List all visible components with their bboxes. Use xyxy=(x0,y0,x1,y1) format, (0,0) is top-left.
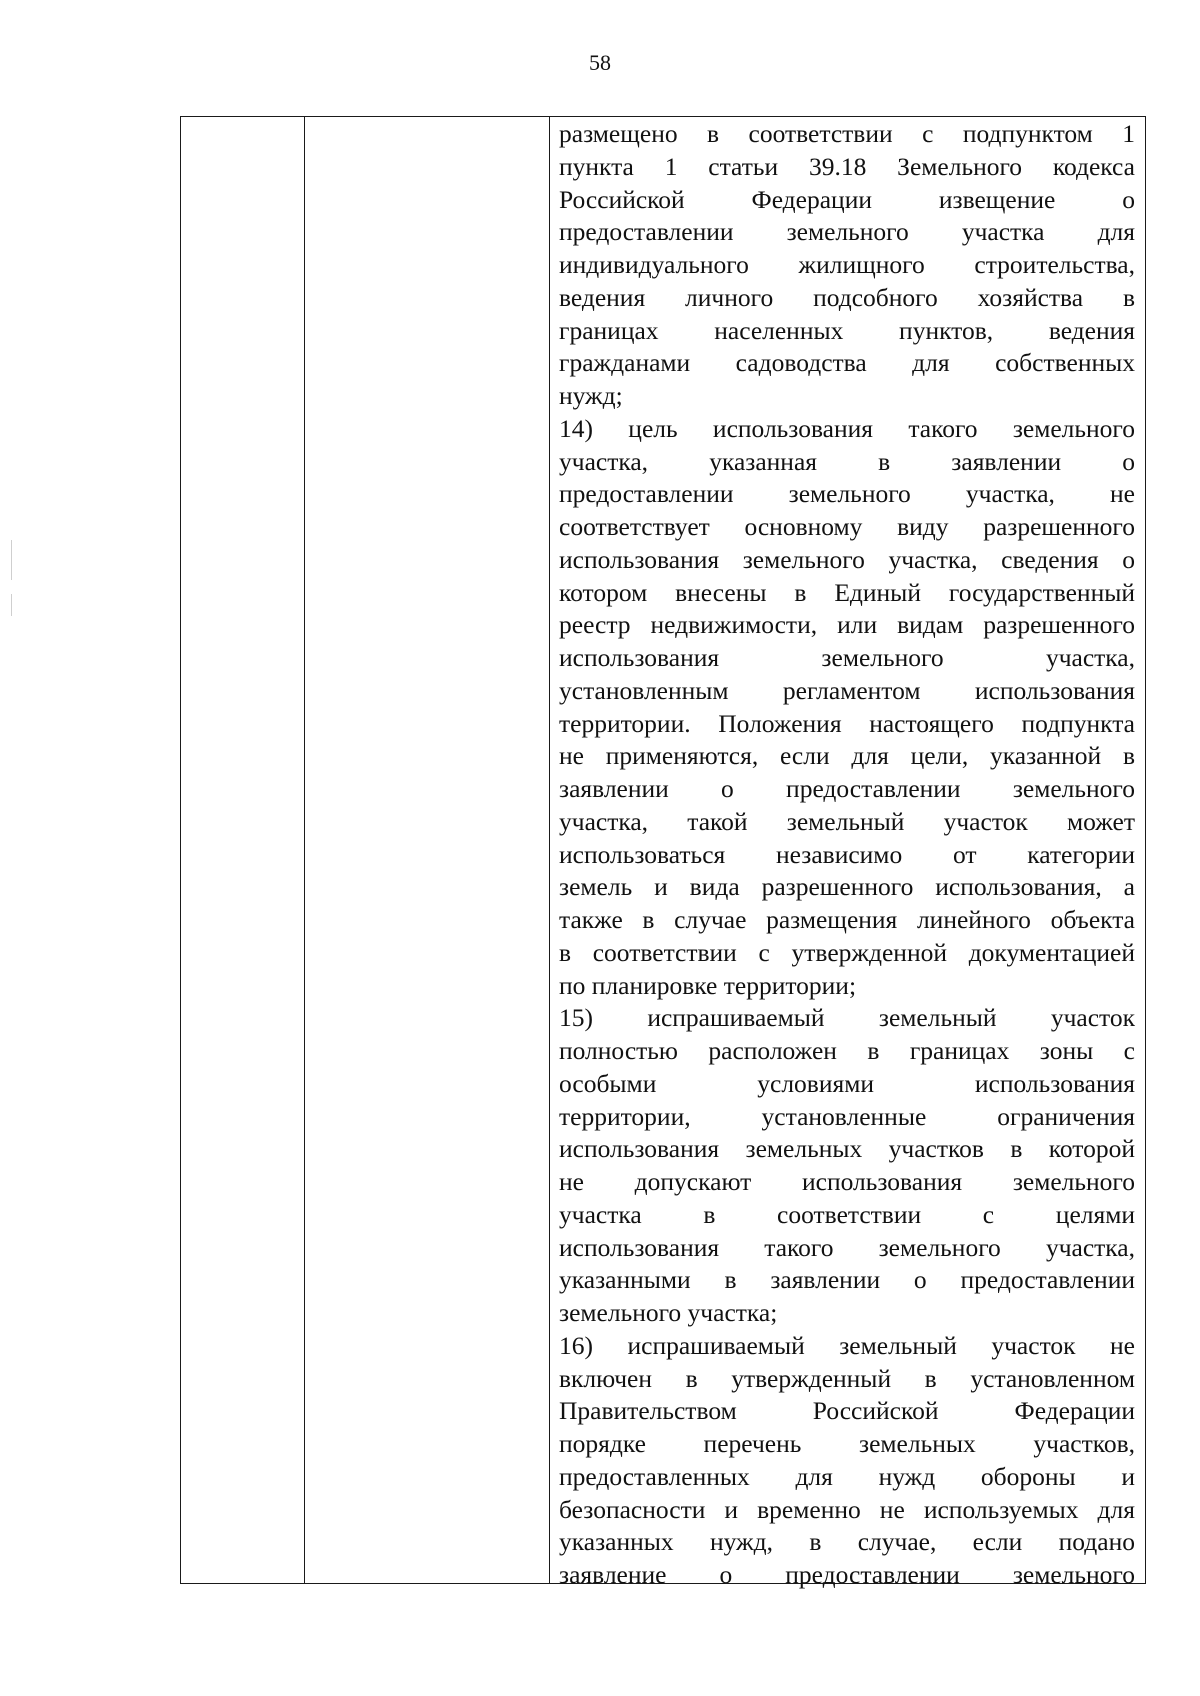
table-text-line: нужд; xyxy=(559,381,623,410)
table-text-line: 15) испрашиваемый земельный участок xyxy=(559,1003,1135,1033)
table-text-line: участка, указанная в заявлении о xyxy=(559,446,1135,476)
table-column-1-empty xyxy=(181,117,305,1583)
table-text-line: участка, такой земельный участок может xyxy=(559,806,1135,836)
table-text-line: также в случае размещения линейного объекта xyxy=(559,905,1135,934)
table-text-line: территории, установленные ограничения xyxy=(559,1101,1135,1131)
table-text-line: индивидуального жилищного строительства, xyxy=(559,250,1135,279)
table-text-line: ведения личного подсобного хозяйства в xyxy=(559,282,1135,312)
table-text-line: установленным регламентом использования xyxy=(559,675,1135,705)
table-text-line: Российской Федерации извещение о xyxy=(559,184,1135,214)
table-text-line: особыми условиями использования xyxy=(559,1068,1135,1098)
table-text-line: территории. Положения настоящего подпункта xyxy=(559,708,1135,738)
table-text-line: указанных нужд, в случае, если подано xyxy=(559,1527,1135,1557)
table-text-line: земельного участка; xyxy=(559,1298,778,1327)
table-text-line: по планировке территории; xyxy=(559,970,857,1000)
table-text-line: участка в соответствии с целями xyxy=(559,1199,1135,1229)
table-text-line: 14) цель использования такого земельного xyxy=(559,413,1135,443)
table-text-line: использования земельного участка, xyxy=(559,643,1135,672)
table-text-line: использования земельных участков в которой xyxy=(559,1134,1135,1164)
table-text-line: указанными в заявлении о предоставлении xyxy=(559,1265,1135,1295)
scan-artifact-mark xyxy=(11,540,12,580)
table-text-line: полностью расположен в границах зоны с xyxy=(559,1036,1135,1065)
table-text-line: заявлении о предоставлении земельного xyxy=(559,774,1135,803)
table-text-line: включен в утвержденный в установленном xyxy=(559,1363,1135,1393)
table-text-line: в соответствии с утвержденной документацией xyxy=(559,937,1135,967)
table-text-line: использования такого земельного участка, xyxy=(559,1232,1135,1262)
table-text-line: предоставленных для нужд обороны и xyxy=(559,1461,1135,1491)
table-text-line: границах населенных пунктов, ведения xyxy=(559,315,1135,345)
table-text-line: заявление о предоставлении земельного xyxy=(559,1560,1135,1589)
table-text-line: порядке перечень земельных участков, xyxy=(559,1429,1135,1458)
table-text-line: гражданами садоводства для собственных xyxy=(559,348,1135,378)
table-text-line: предоставлении земельного участка, не xyxy=(559,479,1135,509)
table-text-line: соответствует основному виду разрешенного xyxy=(559,512,1135,541)
table-text-line: 16) испрашиваемый земельный участок не xyxy=(559,1330,1135,1360)
table-text-line: предоставлении земельного участка для xyxy=(559,217,1135,247)
document-table xyxy=(180,116,1146,1589)
table-text-line: размещено в соответствии с подпунктом 1 xyxy=(559,119,1135,148)
scan-artifact-mark xyxy=(11,594,12,616)
table-text-line: использоваться независимо от категории xyxy=(559,839,1135,869)
page-number: 58 xyxy=(589,50,611,75)
table-text-line: пункта 1 статьи 39.18 Земельного кодекса xyxy=(559,151,1135,181)
table-text-line: не допускают использования земельного xyxy=(559,1167,1135,1196)
table-column-3-text xyxy=(550,117,1145,1589)
table-text-line: не применяются, если для цели, указанной в xyxy=(559,741,1135,771)
table-text-line: земель и вида разрешенного использования, а xyxy=(559,872,1135,902)
table-text-line: безопасности и временно не используемых для xyxy=(559,1494,1135,1524)
table-column-2-empty xyxy=(305,117,550,1583)
table-text-line: Правительством Российской Федерации xyxy=(559,1396,1135,1426)
table-text-line: котором внесены в Единый государственный xyxy=(559,577,1135,607)
table-text-line: реестр недвижимости, или видам разрешенного xyxy=(559,610,1135,640)
table-text-line: использования земельного участка, сведения о xyxy=(559,544,1135,574)
